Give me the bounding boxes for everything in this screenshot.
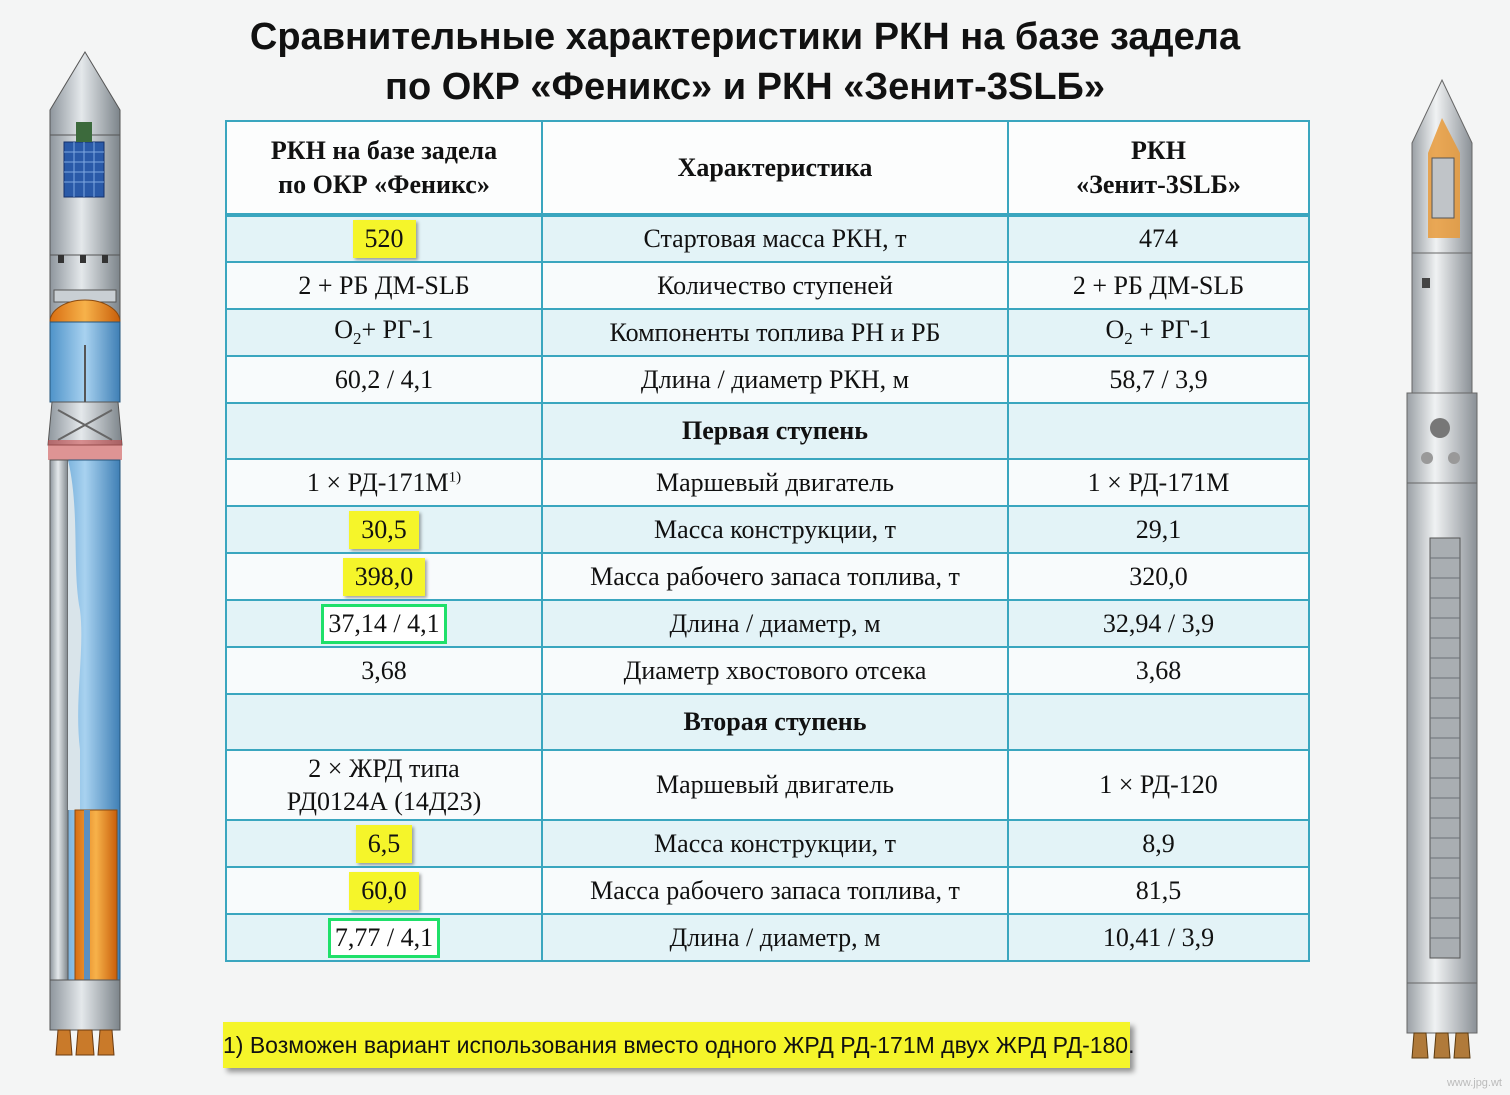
cell-characteristic: Маршевый двигатель [542, 750, 1008, 820]
title-line-2: по ОКР «Феникс» и РКН «Зенит-3SLБ» [385, 66, 1105, 108]
cell-zenit: 81,5 [1008, 867, 1309, 914]
cell-phoenix [226, 215, 542, 262]
cell-zenit: 1 × РД-171М [1008, 459, 1309, 506]
cell-zenit: 2 + РБ ДМ-SLБ [1008, 262, 1309, 309]
cell-phoenix: 60,2 / 4,1 [226, 356, 542, 403]
engine-line-2: РД0124А (14Д23) [286, 787, 482, 816]
outlined-value: 37,14 / 4,1 [321, 604, 446, 644]
cell-zenit: 1 × РД-120 [1008, 750, 1309, 820]
cell-zenit: 29,1 [1008, 506, 1309, 553]
cell-phoenix [226, 600, 542, 647]
engine-value: 1 × РД-171М [306, 467, 449, 497]
cell-characteristic: Количество ступеней [542, 262, 1008, 309]
table-header-row [226, 121, 1309, 215]
cell-zenit [1008, 309, 1309, 356]
section-spacer-left [226, 694, 542, 750]
cell-characteristic: Длина / диаметр, м [542, 914, 1008, 961]
cell-zenit: 32,94 / 3,9 [1008, 600, 1309, 647]
highlighted-value: 520 [353, 220, 416, 258]
cell-characteristic: Длина / диаметр РКН, м [542, 356, 1008, 403]
cell-phoenix [226, 553, 542, 600]
table-row [226, 867, 1309, 914]
cell-zenit: 474 [1008, 215, 1309, 262]
section-title: Первая ступень [542, 403, 1008, 459]
footnote-marker: 1) [448, 468, 462, 485]
header-phoenix-line-2: по ОКР «Феникс» [278, 169, 490, 199]
comparison-table [225, 120, 1310, 962]
header-phoenix-line-1: РКН на базе задела [270, 135, 498, 165]
cell-characteristic: Масса рабочего запаса топлива, т [542, 867, 1008, 914]
cell-characteristic: Диаметр хвостового отсека [542, 647, 1008, 694]
rocket-zenit-illustration [1392, 78, 1482, 1063]
fuel-rest: + РГ-1 [1132, 315, 1212, 345]
cell-characteristic: Масса конструкции, т [542, 506, 1008, 553]
fuel-oxidizer: O [334, 315, 353, 345]
fuel-oxidizer: O [1105, 315, 1125, 345]
cell-phoenix: 3,68 [226, 647, 542, 694]
highlighted-value: 6,5 [356, 825, 413, 863]
title-line-1: Сравнительные характеристики РКН на базе задела [249, 16, 1241, 58]
fuel-rest: + РГ-1 [361, 315, 434, 345]
footnote: 1) Возможен вариант использования вместо одного ЖРД РД-171М двух ЖРД РД-180. [223, 1022, 1130, 1068]
table-row [226, 600, 1309, 647]
highlighted-value: 398,0 [343, 558, 426, 596]
cell-phoenix [226, 820, 542, 867]
table-row [226, 459, 1309, 506]
table-row [226, 750, 1309, 820]
rocket-phoenix-illustration [40, 50, 130, 1060]
highlighted-value: 30,5 [349, 511, 419, 549]
section-title: Вторая ступень [542, 694, 1008, 750]
page-title [140, 12, 1350, 112]
cell-characteristic: Стартовая масса РКН, т [542, 215, 1008, 262]
table-row [226, 356, 1309, 403]
cell-zenit: 320,0 [1008, 553, 1309, 600]
watermark: www.jpg.wt [1446, 1077, 1502, 1089]
section-spacer-right [1008, 403, 1309, 459]
fuel-oxidizer-subscript: 2 [352, 329, 362, 349]
table-row [226, 553, 1309, 600]
header-zenit-line-2: «Зенит-3SLБ» [1076, 169, 1241, 199]
cell-zenit: 3,68 [1008, 647, 1309, 694]
cell-zenit: 58,7 / 3,9 [1008, 356, 1309, 403]
cell-phoenix [226, 459, 542, 506]
highlighted-value: 60,0 [349, 872, 419, 910]
cell-zenit: 8,9 [1008, 820, 1309, 867]
table-row [226, 309, 1309, 356]
table-row [226, 506, 1309, 553]
table-row [226, 215, 1309, 262]
cell-phoenix [226, 750, 542, 820]
cell-zenit: 10,41 / 3,9 [1008, 914, 1309, 961]
cell-characteristic: Маршевый двигатель [542, 459, 1008, 506]
table-row [226, 647, 1309, 694]
cell-characteristic: Масса рабочего запаса топлива, т [542, 553, 1008, 600]
header-zenit-line-1: РКН [1131, 135, 1186, 165]
header-phoenix [226, 121, 542, 215]
cell-characteristic: Масса конструкции, т [542, 820, 1008, 867]
cell-phoenix: 2 + РБ ДМ-SLБ [226, 262, 542, 309]
fuel-oxidizer-subscript: 2 [1124, 329, 1133, 349]
header-characteristic: Характеристика [542, 121, 1008, 215]
cell-phoenix [226, 914, 542, 961]
table-row [226, 820, 1309, 867]
cell-characteristic: Компоненты топлива РН и РБ [542, 309, 1008, 356]
cell-phoenix [226, 309, 542, 356]
table-row [226, 262, 1309, 309]
engine-line-1: 2 × ЖРД типа [308, 754, 460, 783]
cell-characteristic: Длина / диаметр, м [542, 600, 1008, 647]
section-spacer-right [1008, 694, 1309, 750]
outlined-value: 7,77 / 4,1 [328, 918, 440, 958]
table-row [226, 914, 1309, 961]
cell-phoenix [226, 867, 542, 914]
section-spacer-left [226, 403, 542, 459]
cell-phoenix [226, 506, 542, 553]
section-row-second-stage [226, 694, 1309, 750]
section-row-first-stage [226, 403, 1309, 459]
header-zenit [1008, 121, 1309, 215]
